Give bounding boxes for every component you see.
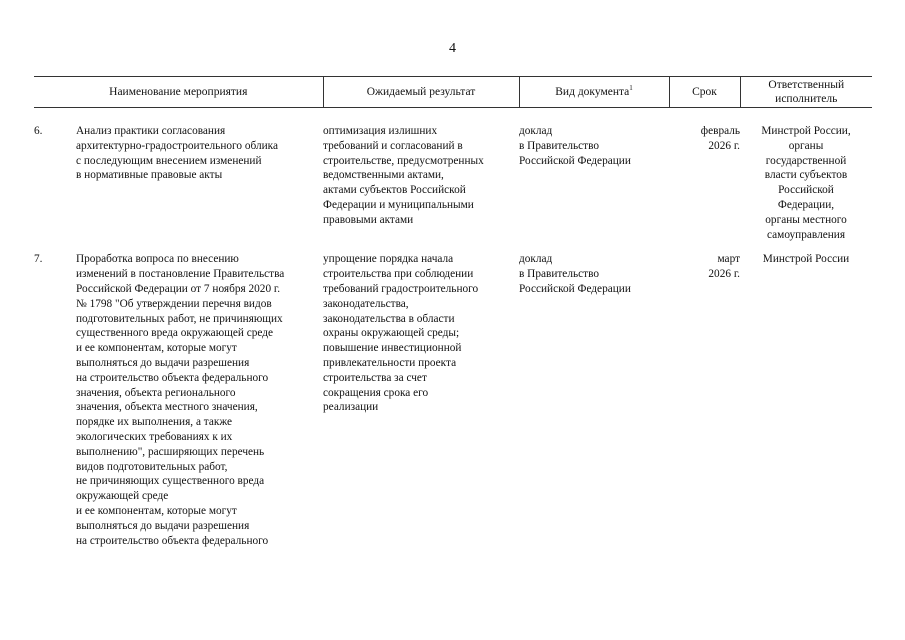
spacer-row — [34, 108, 872, 125]
row-result: оптимизация излишних требований и согласований в строительстве, предусмотренных ведомственными актами, актами субъектов Российской Федерации и муниципальными правовыми актами — [323, 125, 484, 226]
activities-table — [34, 76, 872, 548]
row-result: упрощение порядка начала строительства при соблюдении требований градостроительного законодательства, законодательства в области охраны окружающей среды; повышение инвестиционной привлекательности проекта строительства за счет сокращения срока его реализации — [323, 253, 479, 414]
row-responsible: Минстрой России, органы государственной власти субъектов Российской Федерации, органы местного самоуправления — [761, 125, 851, 241]
header-term: Срок — [669, 77, 740, 108]
header-name: Наименование мероприятия — [34, 77, 323, 108]
row-term: март 2026 г. — [708, 253, 741, 281]
header-doc-type — [519, 77, 669, 108]
table-row — [34, 252, 872, 548]
row-responsible: Минстрой России — [762, 253, 850, 266]
table-header-row — [34, 77, 872, 108]
row-name: Проработка вопроса по внесению изменений в постановление Правительства Российской Федерации от 7 ноября 2020 г. № 1798 "Об утверждении перечня видов подготовительных работ, не причиняющих существенного вреда окружающей среде и ее компонентам, которые могут выполняться до выдачи разрешения на строительство объекта федерального значения, объекта регионального значения, объекта местного значения, порядке их выполнения, а также экологических требованиях к их выполнению", расширяющих перечень видов подготовительных работ, не причиняющих существенного вреда окружающей среде и ее компонентам, которые могут выполняться до выдачи разрешения на строительство объекта федерального — [76, 253, 285, 547]
row-number: 7. — [34, 253, 43, 266]
table-row — [34, 124, 872, 242]
row-name: Анализ практики согласования архитектурно-градостроительного облика с последующим внесением изменений в нормативные правовые акты — [76, 125, 278, 182]
row-doc-type: доклад в Правительство Российской Федерации — [519, 125, 631, 167]
row-doc-type: доклад в Правительство Российской Федерации — [519, 253, 631, 295]
row-term: февраль 2026 г. — [700, 125, 741, 152]
page-number: 4 — [449, 41, 456, 56]
row-number: 6. — [34, 125, 43, 137]
gap-row — [34, 242, 872, 252]
header-doc-type-label: Вид документа — [555, 86, 630, 98]
header-responsible: Ответственный исполнитель — [740, 77, 872, 108]
header-result: Ожидаемый результат — [323, 77, 519, 108]
header-doc-type-footnote: 1 — [629, 84, 633, 93]
